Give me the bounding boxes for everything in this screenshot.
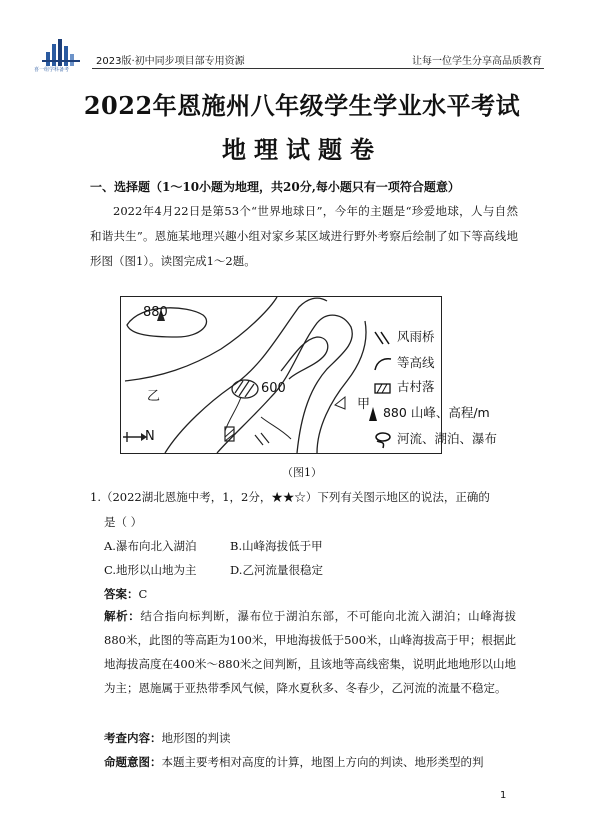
contour-line-2 xyxy=(165,298,327,453)
question-1-stem-cont: 是（ ） xyxy=(104,515,143,529)
legend-peak: 880 山峰、高程/m xyxy=(367,403,490,422)
option-c: C.地形以山地为主 xyxy=(104,563,197,577)
contour-line-icon xyxy=(373,356,393,372)
option-a: A.瀑布向北入湖泊 xyxy=(104,539,197,553)
answer-value: C xyxy=(138,587,148,601)
analysis-text: 结合指向标判断，瀑布位于湖泊东部，不可能向北流入湖泊；山峰海拔880米，此图的等高距为100米，甲地海拔低于500米，山峰海拔高于甲；根据此地海拔高度在400米～880米之间判断，且该地等高线密集，说明此地地形以山地为主；恩施属于亚热带季风气候，降水夏秋多、冬春少，乙河流的流量不稳定。 xyxy=(104,609,517,695)
section-heading: 一、选择题（1～10小题为地理，共20分,每小题只有一项符合题意） xyxy=(90,180,460,194)
bridge-icon xyxy=(373,330,393,346)
header-right-text: 让每一位学生分享高品质教育 xyxy=(412,56,542,67)
exam-title: 2022年恩施州八年级学生学业水平考试 xyxy=(83,91,521,120)
question-1-stem: 1.（2022湖北恩施中考，1，2分，★★☆）下列有关图示地区的说法，正确的 xyxy=(90,490,490,504)
peak-elevation-label: 880 xyxy=(143,305,168,320)
intent-text: 本题主要考相对高度的计算，地图上方向的判读、地形类型的判 xyxy=(161,755,484,769)
logo-caption: 喜一组学科备考 xyxy=(34,67,70,73)
answer-label: 答案： xyxy=(104,587,139,601)
river xyxy=(225,397,241,431)
peak-icon xyxy=(367,406,379,422)
publisher-logo xyxy=(40,36,82,70)
content-text: 地形图的判读 xyxy=(161,731,231,745)
intro-paragraph: 2022年4月22日是第53个“世界地球日”，今年的主题是“珍爱地球，人与自然和谐共生”。恩施某地理兴趣小组对家乡某区域进行野外考察后绘制了如下等高线地形图（图1）。读图完成1～2题。 xyxy=(90,204,518,268)
exam-subtitle: 地理试题卷 xyxy=(222,135,382,164)
option-b: B.山峰海拔低于甲 xyxy=(230,539,323,553)
river-lake-waterfall-icon xyxy=(373,431,393,449)
header-left-text: 2023版·初中同步项目部专用资源 xyxy=(96,56,245,67)
contour-line-5 xyxy=(317,321,366,453)
legend-river-lake-waterfall: 河流、湖泊、瀑布 xyxy=(373,429,497,449)
content-label: 考查内容： xyxy=(104,731,162,745)
figure-caption: （图1） xyxy=(282,466,322,479)
village-elevation-label: 600 xyxy=(261,381,286,396)
option-d: D.乙河流量很稳定 xyxy=(230,563,323,577)
route-marker xyxy=(335,397,345,409)
analysis-block xyxy=(104,604,516,700)
north-label: N xyxy=(145,429,155,444)
intent-line xyxy=(104,754,484,770)
intent-label: 命题意图： xyxy=(104,755,162,769)
legend-bridge: 风雨桥 xyxy=(373,327,435,346)
village-icon xyxy=(373,380,393,396)
river-2 xyxy=(261,417,291,439)
content-line xyxy=(104,730,231,746)
analysis-label: 解析： xyxy=(104,609,141,623)
answer-line xyxy=(104,586,147,602)
point-yi-label: 乙 xyxy=(147,389,161,404)
legend-village: 古村落 xyxy=(373,377,435,396)
page-number: 1 xyxy=(500,790,507,801)
legend-contour: 等高线 xyxy=(373,353,435,372)
header-divider xyxy=(92,68,544,69)
point-jia-label: 甲 xyxy=(357,397,371,412)
village-icon xyxy=(232,380,258,398)
contour-map xyxy=(120,296,497,454)
